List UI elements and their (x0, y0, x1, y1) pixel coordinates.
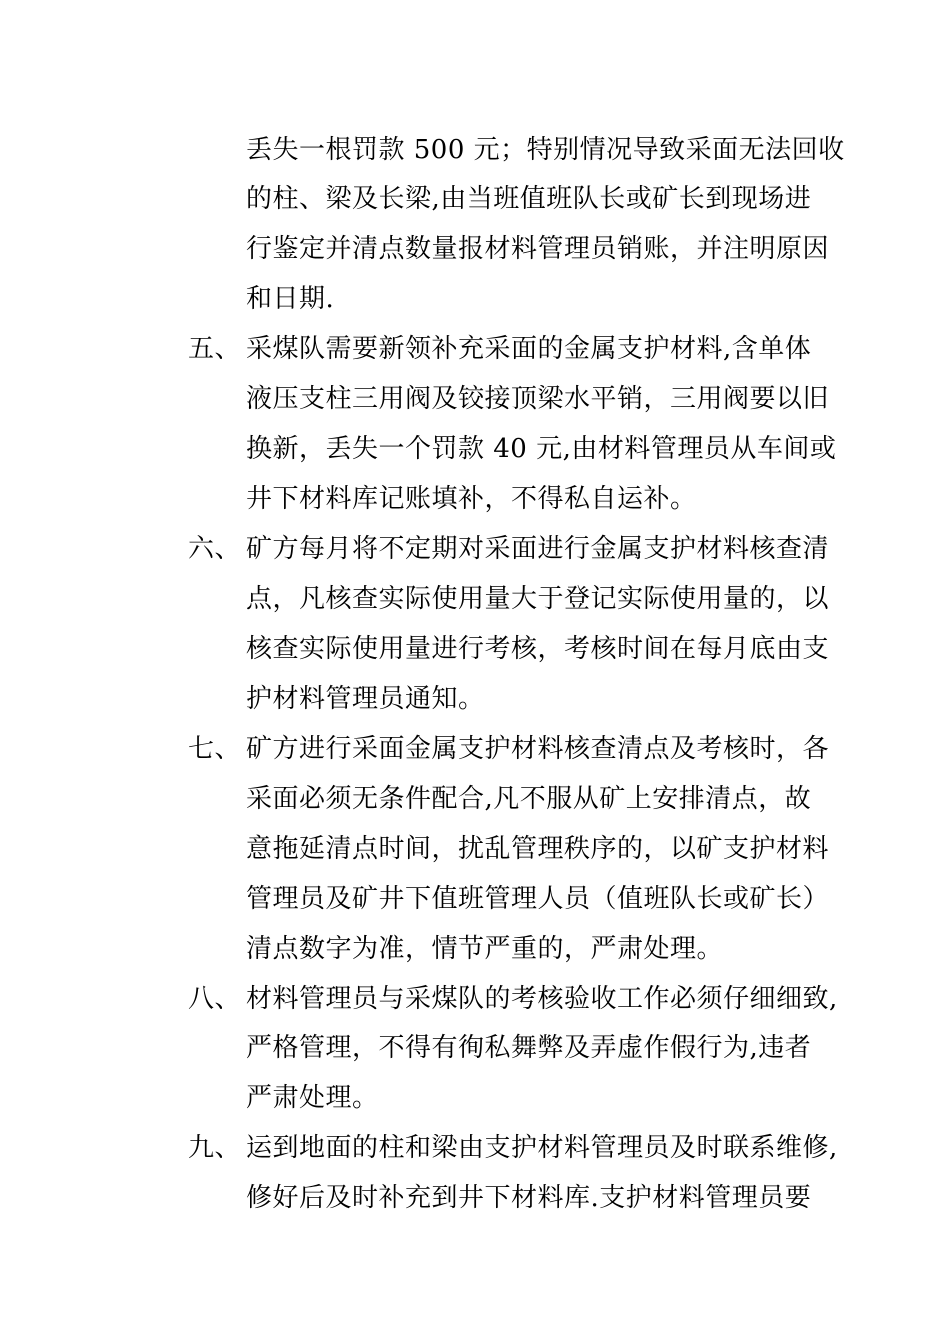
line-text: 液压支柱三用阀及铰接顶梁水平销，三用阀要以旧 (246, 384, 830, 414)
line-text: 行鉴定并清点数量报材料管理员销账，并注明原因 (246, 234, 830, 264)
item-number: 五、 (188, 334, 242, 364)
line-text: 管理员及矿井下值班管理人员（值班队长或矿长） (246, 884, 830, 914)
line-text: 材料管理员与采煤队的考核验收工作必须仔细细致, (246, 984, 838, 1014)
line-text: 严肃处理。 (246, 1083, 379, 1113)
line-text: 清点数字为准，情节严重的，严肃处理。 (246, 934, 724, 964)
item-number: 九、 (188, 1133, 242, 1163)
line-text: 采煤队需要新领补充采面的金属支护材料,含单体 (246, 334, 812, 364)
item-number: 六、 (188, 534, 242, 564)
line-text: 和日期. (246, 284, 335, 314)
line-text: 换新，丢失一个罚款 40 元,由材料管理员从车间或 (246, 434, 837, 464)
line-text: 核查实际使用量进行考核，考核时间在每月底由支 (246, 634, 830, 664)
line-text: 严格管理，不得有徇私舞弊及弄虚作假行为,违者 (246, 1033, 812, 1063)
line-text: 修好后及时补充到井下材料库.支护材料管理员要 (246, 1183, 812, 1213)
item-number: 七、 (188, 734, 242, 764)
line-text: 运到地面的柱和梁由支护材料管理员及时联系维修, (246, 1133, 838, 1163)
line-text: 采面必须无条件配合,凡不服从矿上安排清点，故 (246, 784, 812, 814)
line-text: 丢失一根罚款 500 元；特别情况导致采面无法回收 (246, 135, 845, 165)
line-text: 井下材料库记账填补，不得私自运补。 (246, 484, 697, 514)
line-text: 的柱、梁及长梁,由当班值班队长或矿长到现场进 (246, 184, 812, 214)
line-text: 矿方进行采面金属支护材料核查清点及考核时，各 (246, 734, 830, 764)
item-number: 八、 (188, 984, 242, 1014)
line-text: 护材料管理员通知。 (246, 684, 485, 714)
line-text: 意拖延清点时间，扰乱管理秩序的，以矿支护材料 (246, 834, 830, 864)
line-text: 矿方每月将不定期对采面进行金属支护材料核查清 (246, 534, 830, 564)
line-text: 点，凡核查实际使用量大于登记实际使用量的，以 (246, 584, 830, 614)
